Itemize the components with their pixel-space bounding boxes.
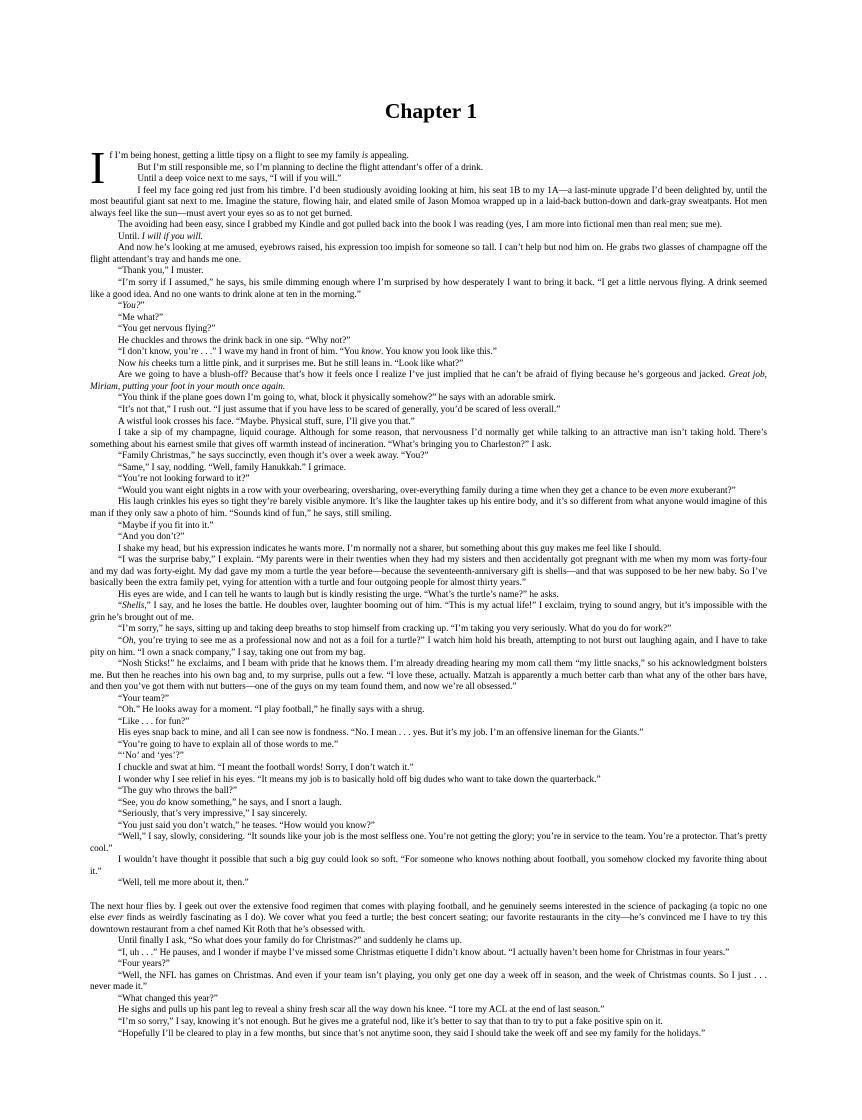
italic-text-run: Shells — [122, 601, 145, 612]
paragraph — [90, 728, 767, 740]
text-run: I wouldn’t have thought it possible that such a big guy could look so soft. “For someone who knows nothing about football, you somehow clocked my favorite thing about it.” — [90, 855, 767, 877]
italic-text-run: his — [138, 358, 150, 369]
paragraph — [90, 359, 767, 371]
paragraph — [90, 821, 767, 833]
text-run: I feel my face going red just from his timbre. I’d been studiously avoiding looking at him, his seat 1B to my 1A—a last-minute upgrade I’d been delighted by, until the most beautiful giant sat next to me. Imagine the stature, flowing hair, and elated smile of Jason Momoa wrapped up in a laid-back button-down and dark-gray sweatpants. Hot men always feel like the sun—must avert your eyes so as to not get burned. — [90, 185, 767, 219]
paragraph — [90, 544, 767, 556]
text-run: f I’m being honest, getting a little tipsy on a flight to see my family — [109, 151, 362, 161]
text-run: “Well, tell me more about it, then.” — [118, 878, 249, 889]
paragraph — [90, 163, 767, 175]
paragraph — [90, 855, 767, 878]
paragraph — [90, 624, 767, 636]
paragraph — [90, 636, 767, 659]
italic-text-run: Great job, Miriam, putting your foot in your mouth once again. — [90, 370, 767, 392]
paragraph — [90, 832, 767, 855]
text-run: “I’m sorry if I assumed,” he says, his smile dimming enough where I’m surprised by how desperately I want to bring it back. “I get a little nervous flying. A drink seemed like a good idea. And no one wants to drink alone at ten in the morning.” — [90, 278, 767, 300]
paragraph — [90, 809, 767, 821]
text-run: “Like . . . for fun?” — [118, 716, 190, 727]
text-run: Until. — [118, 231, 142, 242]
paragraph — [90, 417, 767, 429]
paragraph — [90, 1017, 767, 1029]
text-run: “Me what?” — [118, 312, 164, 323]
paragraph — [90, 705, 767, 717]
text-run: “What changed this year?” — [118, 993, 218, 1004]
italic-text-run: ever — [107, 913, 124, 924]
text-run: ,” I say, and he loses the battle. He doubles over, laughter booming out of him. “This is my actual life!” I exclaim, trying to sound angry, but it’s impossible with the grin he’s brought out of me. — [90, 601, 767, 623]
paragraph — [90, 740, 767, 752]
text-run: “ — [118, 601, 123, 612]
text-run: Are we going to have a blush-off? Because that’s how it feels once I realize I’ve just implied that he can’t be afraid of flying because he’s gorgeous and jacked. — [118, 370, 729, 381]
paragraph — [90, 717, 767, 729]
paragraph — [90, 786, 767, 798]
text-run: “Family Christmas,” he says succinctly, even though it’s over a week away. “You?” — [118, 451, 429, 462]
text-run: Until finally I ask, “So what does your family do for Christmas?” and suddenly he clams up. — [118, 936, 462, 947]
paragraph — [90, 959, 767, 971]
text-run: Until a deep voice next to me says, “I will if you will.” — [137, 174, 342, 185]
paragraph — [90, 186, 767, 221]
text-run: cheeks turn a little pink, and it surprises me. But he still leans in. “Look like what?” — [149, 358, 464, 369]
text-run: “You’re not looking forward to it?” — [118, 474, 250, 485]
paragraph — [90, 313, 767, 325]
paragraph — [90, 936, 767, 948]
text-run: “‘No’ and ‘yes’?” — [118, 751, 184, 762]
italic-text-run: You? — [122, 301, 141, 312]
text-run: The avoiding had been easy, since I grabbed my Kindle and got pulled back into the book I was reading (yes, I am more into fictional men than real men; sue me). — [118, 220, 723, 231]
paragraph — [90, 393, 767, 405]
text-run: “Well,” I say, slowly, considering. “It sounds like your job is the most selfless one. You’re not getting the glory; you’re in service to the team. You’re a protector. That’s pretty cool.” — [90, 832, 767, 854]
text-run: finds as weirdly fascinating as I do). We cover what you feed a turtle; the best concert seating; our favorite restaurants in the city—he’s convinced me I have to try this downtown restaurant from a chef named Kit Roth that he’s obsessed with. — [90, 913, 767, 935]
text-run: But I’m still responsible me, so I’m planning to decline the flight attendant’s offer of a drink. — [137, 162, 484, 173]
text-run: His eyes snap back to mine, and all I can see now is fondness. “No. I mean . . . yes. But it’s my job. I’m an offensive lineman for the Giants.” — [118, 728, 644, 739]
italic-text-run: is — [361, 151, 369, 161]
text-run: “Oh.” He looks away for a moment. “I play football,” he finally says with a shrug. — [118, 705, 425, 716]
paragraph — [90, 243, 767, 266]
italic-text-run: more — [669, 485, 689, 496]
text-run: “Four years?” — [118, 959, 170, 970]
text-run: He chuckles and throws the drink back in one sip. “Why not?” — [118, 335, 351, 346]
text-run: His eyes are wide, and I can tell he wants to laugh but is kindly resisting the urge. “What’s the turtle’s name?” he asks. — [118, 589, 559, 600]
paragraph — [90, 555, 767, 590]
text-run: And now he’s looking at me amused, eyebrows raised, his expression too impish for someone so tall. I can’t help but nod him on. He grabs two glasses of champagne off the flight attendant’s tray and hands me one. — [90, 243, 767, 265]
paragraph — [90, 694, 767, 706]
text-run: “Seriously, that’s very impressive,” I say sincerely. — [118, 809, 308, 820]
paragraph — [90, 220, 767, 232]
paragraph — [90, 1029, 767, 1041]
paragraph — [90, 948, 767, 960]
text-run: “I’m sorry,” he says, sitting up and taking deep breaths to stop himself from cracking up. “I’m taking you very seriously. What do you do for work?” — [118, 624, 672, 635]
text-run: “Would you want eight nights in a row with your overbearing, oversharing, over-everything family during a time when they get a chance to be even — [118, 485, 670, 496]
paragraph — [90, 590, 767, 602]
paragraph — [90, 486, 767, 498]
paragraph — [90, 451, 767, 463]
paragraph — [90, 798, 767, 810]
chapter-title: Chapter 1 — [384, 99, 478, 123]
text-run: I chuckle and swat at him. “I meant the football words! Sorry, I don’t watch it.” — [118, 762, 414, 773]
text-run: “I was the surprise baby,” I explain. “My parents were in their twenties when they had my sisters and then accidentally got pregnant with me when my mom was forty-four and my dad was forty-eight. My dad gave my mom a turtle the year before—because the seventeenth-anniversary gift is shells—and that was supposed to be her new baby. So I’ve basically been the extra family pet, vying for attention with a turtle and four outgoing people for almost thirty years.” — [90, 555, 767, 589]
text-run: A wistful look crosses his face. “Maybe. Physical stuff, sure, I’ll give you that.” — [118, 416, 415, 427]
paragraph — [90, 878, 767, 890]
paragraph — [90, 370, 767, 393]
text-run: I wonder why I see relief in his eyes. “It means my job is to basically hold off big dudes who want to take down the quarterback.” — [118, 774, 601, 785]
text-run: The next hour flies by. I geek out over the extensive food regimen that comes with playing football, and he genuinely seems interested in the science of packaging (a topic no one else — [90, 901, 767, 924]
text-run: “ — [118, 635, 123, 646]
text-run: “Hopefully I’ll be cleared to play in a few months, but since that’s not anytime soon, they said I should take the week off and see my family for the holidays.” — [118, 1028, 706, 1039]
paragraph — [90, 474, 767, 486]
text-run: “It’s not that,” I rush out. “I just assume that if you have less to be scared of generally, you’d be scared of less overall.” — [118, 405, 561, 416]
text-run: I shake my head, but his expression indicates he wants more. I’m normally not a sharer, but something about this guy makes me feel like I should. — [118, 543, 662, 554]
paragraph — [90, 278, 767, 301]
paragraph — [90, 463, 767, 475]
italic-text-run: I will if you will. — [141, 231, 203, 242]
paragraph — [90, 902, 767, 937]
italic-text-run: do — [156, 797, 166, 808]
text-run: “I’m so sorry,” I say, knowing it’s not enough. But he gives me a grateful nod, like it’s better to say that than to try to put a fake positive spin on it. — [118, 1017, 663, 1028]
text-run: “I, uh . . .” He pauses, and I wonder if maybe I’ve missed some Christmas etiquette I didn’t know about. “I actually haven’t been home for Christmas in four years.” — [118, 947, 730, 958]
paragraph — [90, 659, 767, 694]
text-run: appealing. — [368, 151, 409, 161]
text-run: “And you don’t?” — [118, 532, 185, 543]
paragraph — [90, 347, 767, 359]
text-run: “I don’t know, you’re . . .” I wave my hand in front of him. “You — [118, 347, 362, 358]
section-break — [90, 890, 767, 902]
text-run: “You just said you don’t watch,” he teases. “How would you know?” — [118, 820, 375, 831]
text-run: “The guy who throws the ball?” — [118, 786, 238, 797]
page-body — [90, 142, 767, 1040]
text-run: Now — [118, 358, 139, 369]
paragraph — [90, 232, 767, 244]
text-run: “Same,” I say, nodding. “Well, family Hanukkah.” I grimace. — [118, 462, 346, 473]
paragraph — [90, 301, 767, 313]
paragraph — [90, 336, 767, 348]
paragraph — [90, 971, 767, 994]
text-run: “You’re going to have to explain all of those words to me.” — [118, 739, 339, 750]
paragraph — [90, 428, 767, 451]
text-run: “ — [118, 301, 123, 312]
text-run: “See, you — [118, 797, 157, 808]
text-run: know something,” he says, and I snort a laugh. — [165, 797, 342, 808]
paragraph — [90, 751, 767, 763]
paragraph — [90, 324, 767, 336]
text-run: I take a sip of my champagne, liquid courage. Although for some reason, that nervousness I’d normally get while talking to an attractive man isn’t taking hold. There’s something about his earnest smile that gives off warmth instead of incineration. “What’s bringing you to Charleston?” I ask. — [90, 428, 767, 450]
italic-text-run: know — [361, 347, 381, 358]
text-run: ” — [140, 301, 145, 312]
text-run: “Maybe if you fit into it.” — [118, 520, 214, 531]
text-run: “Your team?” — [118, 693, 169, 704]
text-run: . You know you look like this.” — [380, 347, 497, 358]
paragraph — [90, 763, 767, 775]
paragraph — [90, 174, 767, 186]
drop-cap: I — [90, 142, 106, 193]
paragraph — [90, 601, 767, 624]
italic-text-run: Oh — [122, 635, 134, 646]
paragraph — [90, 266, 767, 278]
text-run: “Thank you,” I muster. — [118, 266, 204, 277]
text-run: His laugh crinkles his eyes so tight they’re barely visible anymore. It’s like the laughter takes up his entire body, and it’s so different from what anyone would imagine of this man if they only saw a photo of him. “Sounds kind of fun,” he says, still smiling. — [90, 497, 767, 519]
text-run: exuberant?” — [688, 485, 736, 496]
paragraph — [90, 521, 767, 533]
text-run: “Nosh Sticks!” he exclaims, and I beam with pride that he knows them. I’m already dreading hearing my mom call them “my little snacks,” so his acknowledgment bolsters me. But then he reaches into his own bag and, to my surprise, pulls out a few. “I love these, actually. Matzah is apparently a much better carb than what any of the other bars have, and then you’ve got them with nut butters—one of the guys on my team found them, and now we’re all obsessed.” — [90, 659, 767, 693]
paragraph — [90, 994, 767, 1006]
paragraph — [90, 405, 767, 417]
paragraph — [90, 1005, 767, 1017]
text-run: “You think if the plane goes down I’m going to, what, block it physically somehow?” he says with an adorable smirk. — [118, 393, 556, 404]
paragraph — [90, 775, 767, 787]
text-run: “Well, the NFL has games on Christmas. And even if your team isn’t playing, you only get one day a week off in season, and the week of Christmas counts. So I just . . . never made it.” — [90, 970, 767, 993]
text-run: , you’re trying to see me as a professional now and not as a foil for a turtle?” I watch him hold his breath, attempting to not burst out laughing again, and I have to take pity on him. “I own a snack company,” I say, taking one out from my bag. — [90, 635, 767, 658]
text-run: He sighs and pulls up his pant leg to reveal a shiny fresh scar all the way down his knee. “I tore my ACL at the end of last season.” — [118, 1005, 605, 1016]
paragraph — [90, 532, 767, 544]
text-run: “You get nervous flying?” — [118, 324, 216, 335]
paragraph — [90, 497, 767, 520]
